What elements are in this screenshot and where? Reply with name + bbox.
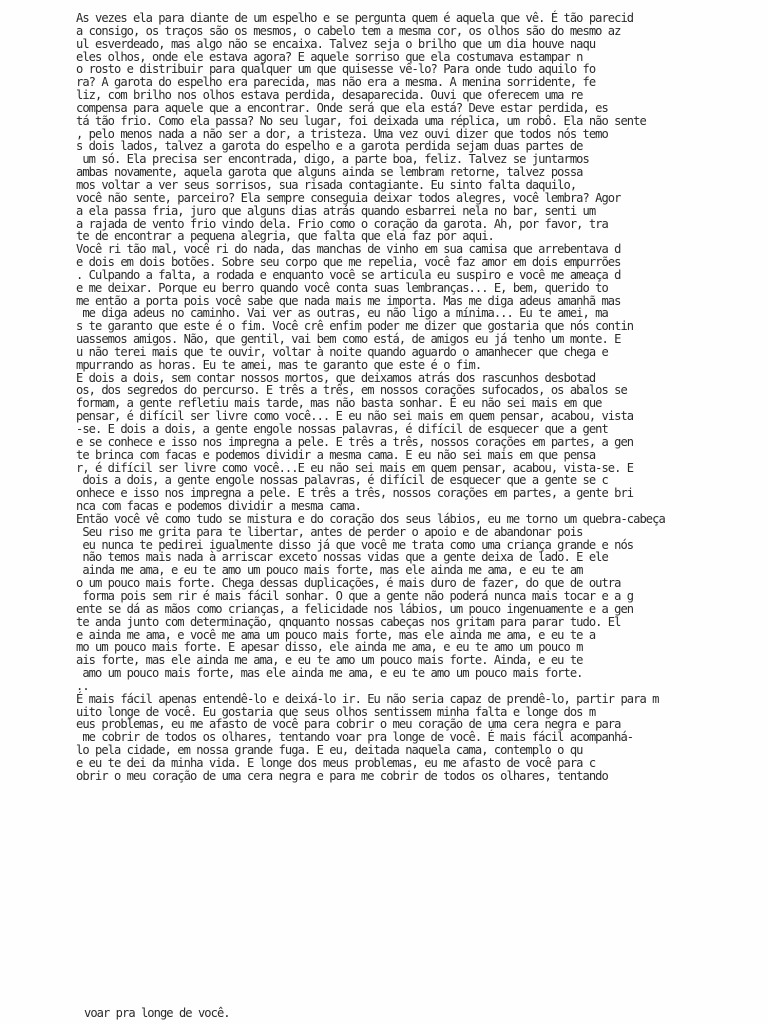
text-line: mpurrando as horas. Eu te amei, mas te garanto que este é o fim. bbox=[76, 357, 482, 372]
text-line: ais forte, mas ele ainda me ama, e eu te amo um pouco mais forte. Ainda, e eu te bbox=[76, 653, 583, 668]
text-line: s dois lados, talvez a garota do espelho e a garota perdida sejam duas partes de bbox=[76, 139, 583, 154]
text-line: compensa para aquele que a encontrar. Onde será que ela está? Deve estar perdida, es bbox=[76, 100, 608, 115]
text-line: liz, com brilho nos olhos estava perdida, desaparecida. Ouvi que oferecem uma re bbox=[76, 88, 583, 103]
text-line: e ainda me ama, e você me ama um pouco mais forte, mas ele ainda me ama, e eu te a bbox=[76, 627, 596, 642]
text-line: ente se dá as mãos como crianças, a felicidade nos lábios, um pouco ingenuamente e a gen bbox=[76, 601, 634, 616]
text-line: você não sente, parceiro? Ela sempre conseguia deixar todos alegres, você lembra? Agor bbox=[76, 190, 621, 205]
text-line: nca com facas e podemos dividir a mesma cama. bbox=[76, 499, 361, 514]
text-line: amo um pouco mais forte, mas ele ainda me ama, e eu te amo um pouco mais forte. bbox=[76, 666, 583, 681]
text-line: mo um pouco mais forte. E apesar disso, ele ainda me ama, e eu te amo um pouco m bbox=[76, 640, 583, 655]
text-line: .. bbox=[76, 678, 89, 693]
text-line: obrir o meu coração de uma cera negra e para me cobrir de todos os olhares, tentando bbox=[76, 768, 608, 783]
text-line: Então você vê como tudo se mistura e do coração dos seus lábios, eu me torno um quebra-cabeça bbox=[76, 511, 665, 526]
text-line: a rajada de vento frio vindo dela. Frio como o coração da garota. Ah, por favor, tra bbox=[76, 216, 608, 231]
text-line: As vezes ela para diante de um espelho e se pergunta quem é aquela que vê. É tão parecid bbox=[76, 11, 634, 25]
text-line: mos voltar a ver seus sorrisos, sua risada contagiante. Eu sinto falta daquilo, bbox=[76, 177, 577, 192]
text-line: formam, a gente refletiu mais tarde, mas não basta sonhar. E eu não sei mais em que bbox=[76, 396, 602, 411]
text-line: -se. E dois a dois, a gente engole nossas palavras, é difícil de esquecer que a gent bbox=[76, 422, 608, 436]
text-line: pensar, é difícil ser livre como você... E eu não sei mais em quem pensar, acabou, vista bbox=[76, 409, 634, 424]
document-body-text bbox=[76, 12, 766, 783]
text-line: a ela passa fria, juro que alguns dias atrás quando esbarrei nela no bar, senti um bbox=[76, 203, 596, 218]
text-line: e me deixar. Porque eu berro quando você conta suas lembranças... E, bem, querido to bbox=[76, 280, 608, 295]
text-line: ra? A garota do espelho era parecida, mas não era a mesma. A menina sorridente, fe bbox=[76, 75, 596, 90]
text-line: o rosto e distribuir para qualquer um que quisesse vê-lo? Para onde tudo aquilo fo bbox=[76, 62, 596, 77]
text-line: dois a dois, a gente engole nossas palavras, é difícil de esquecer que a gente se c bbox=[76, 473, 608, 488]
text-line: uito longe de você. Eu gostaria que seus olhos sentissem minha falta e longe dos m bbox=[76, 704, 596, 719]
text-line: uassemos amigos. Não, que gentil, vai bem como está, de amigos eu já tenho um monte. E bbox=[76, 332, 621, 347]
text-line: um só. Ela precisa ser encontrada, digo, a parte boa, feliz. Talvez se juntarmos bbox=[76, 152, 589, 167]
text-line: a consigo, os traços são os mesmos, o cabelo tem a mesma cor, os olhos são do mesmo az bbox=[76, 23, 621, 38]
text-line: ainda me ama, e eu te amo um pouco mais forte, mas ele ainda me ama, e eu te am bbox=[76, 563, 583, 578]
text-line: os, dos segredos do percurso. E três a três, em nossos corações sufocados, os abalos se bbox=[76, 383, 627, 398]
text-line: forma pois sem rir é mais fácil sonhar. O que a gente não poderá nunca mais tocar e a g bbox=[76, 588, 634, 603]
text-line: u não terei mais que te ouvir, voltar à noite quando aguardo o amanhecer que chega e bbox=[76, 344, 608, 359]
text-line: não temos mais nada à arriscar exceto nossas vidas que a gente deixa de lado. E ele bbox=[76, 550, 608, 565]
text-line: E dois a dois, sem contar nossos mortos, que deixamos atrás dos rascunhos desbotad bbox=[76, 370, 596, 385]
text-line: Você ri tão mal, você ri do nada, das manchas de vinho em sua camisa que arrebentava d bbox=[76, 242, 621, 257]
text-line: ul esverdeado, mas algo não se encaixa. Talvez seja o brilho que um dia houve naqu bbox=[76, 36, 596, 51]
text-line: te anda junto com determinação, qnquanto nossas cabeças nos gritam para parar tudo. El bbox=[76, 614, 621, 629]
text-line: eus problemas, eu me afasto de você para cobrir o meu coração de uma cera negra e para bbox=[76, 717, 621, 732]
text-line: lo pela cidade, em nossa grande fuga. E eu, deitada naquela cama, contemplo o qu bbox=[76, 743, 583, 758]
text-line: ambas novamente, aquela garota que alguns ainda se lembram retorne, talvez possa bbox=[76, 165, 583, 180]
text-line: , pelo menos nada a não ser a dor, a tristeza. Uma vez ouvi dizer que todos nós temo bbox=[76, 126, 608, 141]
text-line: e eu te dei da minha vida. E longe dos meus problemas, eu me afasto de você para c bbox=[76, 755, 596, 770]
document-trailing-line: voar pra longe de você. bbox=[84, 1006, 230, 1020]
text-line: onhece e isso nos impregna a pele. E três a três, nossos corações em partes, a gente bri bbox=[76, 486, 634, 501]
text-line: tá tão frio. Como ela passa? No seu lugar, foi deixada uma réplica, um robô. Ela não sente bbox=[76, 113, 646, 128]
text-line: . Culpando a falta, a rodada e enquanto você se articula eu suspiro e você me ameaça d bbox=[76, 267, 621, 282]
text-line: e dois em dois botões. Sobre seu corpo que me repelia, você faz amor em dois empurrões bbox=[76, 255, 621, 270]
text-line: Seu riso me grita para te libertar, antes de perder o apoio e de abandonar pois bbox=[76, 524, 583, 539]
text-line: o um pouco mais forte. Chega dessas duplicações, é mais duro de fazer, do que de outra bbox=[76, 576, 621, 591]
text-line: eles olhos, onde ele estava agora? E aquele sorriso que ela costumava estampar n bbox=[76, 49, 583, 64]
text-line: É mais fácil apenas entendê-lo e deixá-lo ir. Eu não seria capaz de prendê-lo, partir para m bbox=[76, 691, 659, 706]
text-line: te de encontrar a pequena alegria, que falta que ela faz por aqui. bbox=[76, 229, 494, 244]
text-line: s te garanto que este é o fim. Você crê enfim poder me dizer que gostaria que nós contin bbox=[76, 319, 634, 334]
text-line: r, é difícil ser livre como você...E eu não sei mais em quem pensar, acabou, vista-se. E bbox=[76, 460, 634, 475]
text-line: te brinca com facas e podemos dividir a mesma cama. E eu não sei mais em que pensa bbox=[76, 447, 596, 462]
text-line: e se conhece e isso nos impregna a pele. E três a três, nossos corações em partes, a gen bbox=[76, 434, 634, 449]
text-line: me então a porta pois você sabe que nada mais me importa. Mas me diga adeus amanhã mas bbox=[76, 293, 621, 308]
text-line: me diga adeus no caminho. Vai ver as outras, eu não ligo a mínima... Eu te amei, ma bbox=[76, 306, 608, 321]
text-line: eu nunca te pedirei igualmente disso já que você me trata como uma criança grande e nós bbox=[76, 537, 634, 552]
text-line: me cobrir de todos os olhares, tentando voar pra longe de você. É mais fácil acompanhá- bbox=[76, 730, 634, 745]
